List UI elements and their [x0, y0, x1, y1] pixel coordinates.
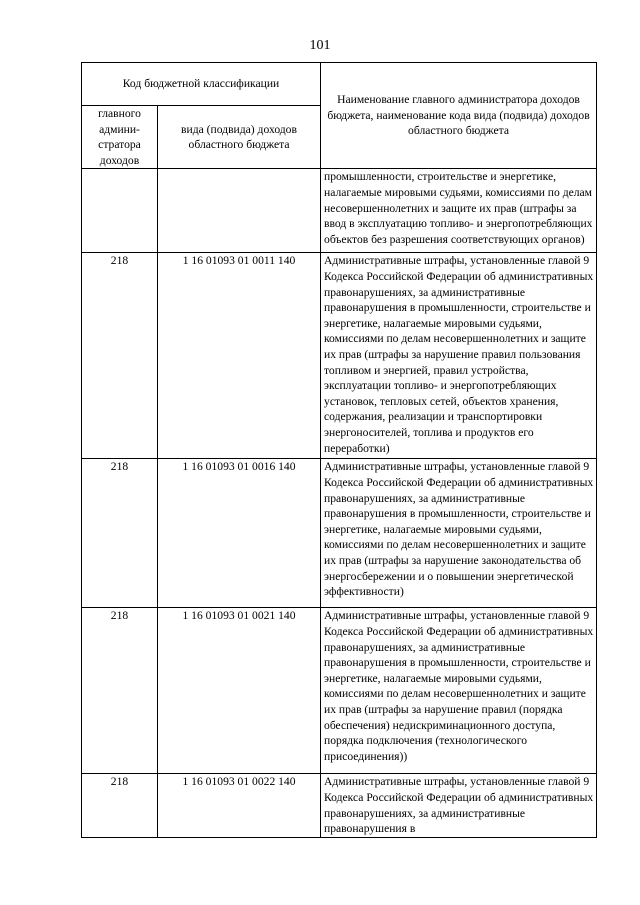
- cell-income-code: 1 16 01093 01 0011 140: [158, 253, 321, 459]
- cell-description: Административные штрафы, установленные главой 9 Кодекса Российской Федерации об административных правонарушениях, за административные правонарушения в промышленности, строительстве и энергетике, налагаемые мировыми судьями, комиссиями по делам несовершеннолетних и защите их прав (штрафы за нарушение правил пользования топливом и энергией, правил устройства, эксплуатации топливо- и энергопотребляющих установок, тепловых сетей, объектов хранения, содержания, реализации и транспортировки энергоносителей, топлива и продуктов его переработки): [321, 253, 597, 459]
- table-row: [82, 608, 597, 774]
- table-header: [82, 63, 597, 169]
- cell-admin-code: [82, 169, 158, 253]
- cell-admin-code: 218: [82, 253, 158, 459]
- table-row: [82, 169, 597, 253]
- header-admin-code: главного админи-стратора доходов: [82, 106, 158, 169]
- cell-income-code: 1 16 01093 01 0021 140: [158, 608, 321, 774]
- page-number: 101: [309, 38, 331, 53]
- cell-description: Административные штрафы, установленные главой 9 Кодекса Российской Федерации об административных правонарушениях, за административные правонарушения в промышленности, строительстве и энергетике, налагаемые мировыми судьями, комиссиями по делам несовершеннолетних и защите их прав (штрафы за нарушение законодательства об энергосбережении и о повышении энергетической эффективности): [321, 459, 597, 608]
- header-admin-name: Наименование главного администратора доходов бюджета, наименование кода вида (подвида) доходов областного бюджета: [321, 63, 597, 169]
- budget-classification-table: [81, 62, 597, 838]
- cell-description: Административные штрафы, установленные главой 9 Кодекса Российской Федерации об административных правонарушениях, за административные правонарушения в промышленности, строительстве и энергетике, налагаемые мировыми судьями, комиссиями по делам несовершеннолетних и защите их прав (штрафы за нарушение правил (порядка обеспечения) недискриминационного доступа, порядка подключения (технологического присоединения)): [321, 608, 597, 774]
- cell-description: Административные штрафы, установленные главой 9 Кодекса Российской Федерации об административных правонарушениях, за административные правонарушения в: [321, 774, 597, 837]
- cell-admin-code: 218: [82, 608, 158, 774]
- header-income-code: вида (подвида) доходов областного бюджета: [158, 106, 321, 169]
- table-row: [82, 774, 597, 837]
- table-body: [82, 169, 597, 837]
- cell-income-code: 1 16 01093 01 0022 140: [158, 774, 321, 837]
- cell-income-code: 1 16 01093 01 0016 140: [158, 459, 321, 608]
- table-row: [82, 253, 597, 459]
- cell-admin-code: 218: [82, 774, 158, 837]
- cell-description: промышленности, строительстве и энергетике, налагаемые мировыми судьями, комиссиями по делам несовершеннолетних и защите их прав (штрафы за ввод в эксплуатацию топливо- и энергопотребляющих объектов без разрешения соответствующих органов): [321, 169, 597, 253]
- cell-admin-code: 218: [82, 459, 158, 608]
- cell-income-code: [158, 169, 321, 253]
- header-code-group: Код бюджетной классификации: [82, 63, 321, 106]
- table-row: [82, 459, 597, 608]
